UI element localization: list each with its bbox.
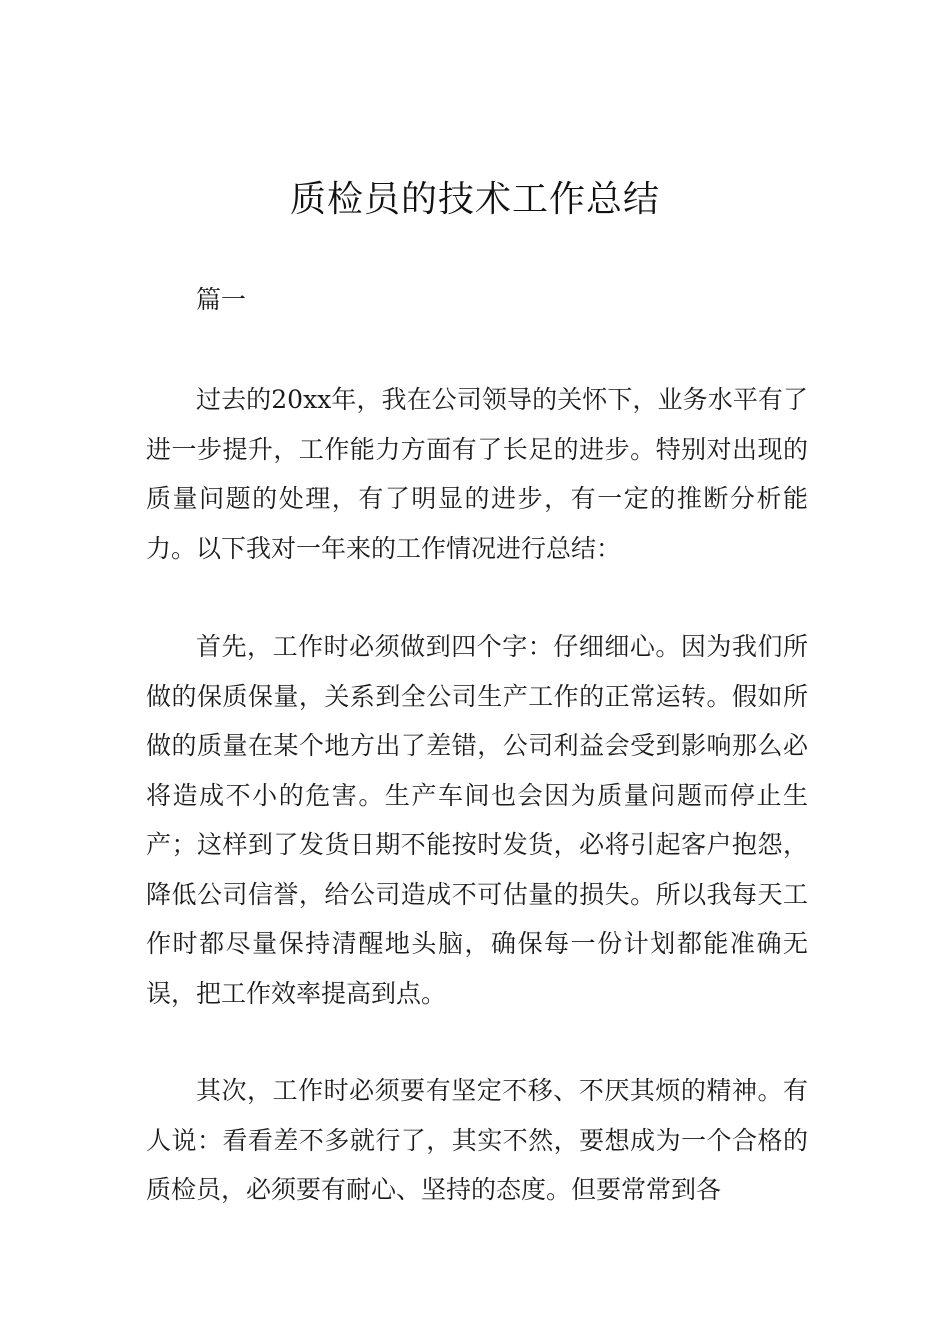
section-label: 篇一 (196, 285, 247, 314)
document-title: 质检员的技术工作总结 (289, 179, 660, 220)
paragraph-2: 首先，工作时必须做到四个字：仔细细心。因为我们所做的保质保量，关系到全公司生产工作的正常运转。假如所做的质量在某个地方出了差错，公司利益会受到影响那么必将造成不小的危害。生产车间也会因为质量问题而停止生产；这样到了发货日期不能按时发货，必将引起客户抱怨，降低公司信誉，给公司造成不可估量的损失。所以我每天工作时都尽量保持清醒地头脑，确保每一份计划都能准确无误，把工作效率提高到点。 (146, 632, 808, 1008)
paragraph-3: 其次，工作时必须要有坚定不移、不厌其烦的精神。有人说：看看差不多就行了，其实不然，要想成为一个合格的质检员，必须要有耐心、坚持的态度。但要常常到各 (146, 1076, 808, 1204)
paragraph-1: 过去的20xx年，我在公司领导的关怀下，业务水平有了进一步提升，工作能力方面有了长足的进步。特别对出现的质量问题的处理，有了明显的进步，有一定的推断分析能力。以下我对一年来的工作情况进行总结： (146, 385, 808, 563)
